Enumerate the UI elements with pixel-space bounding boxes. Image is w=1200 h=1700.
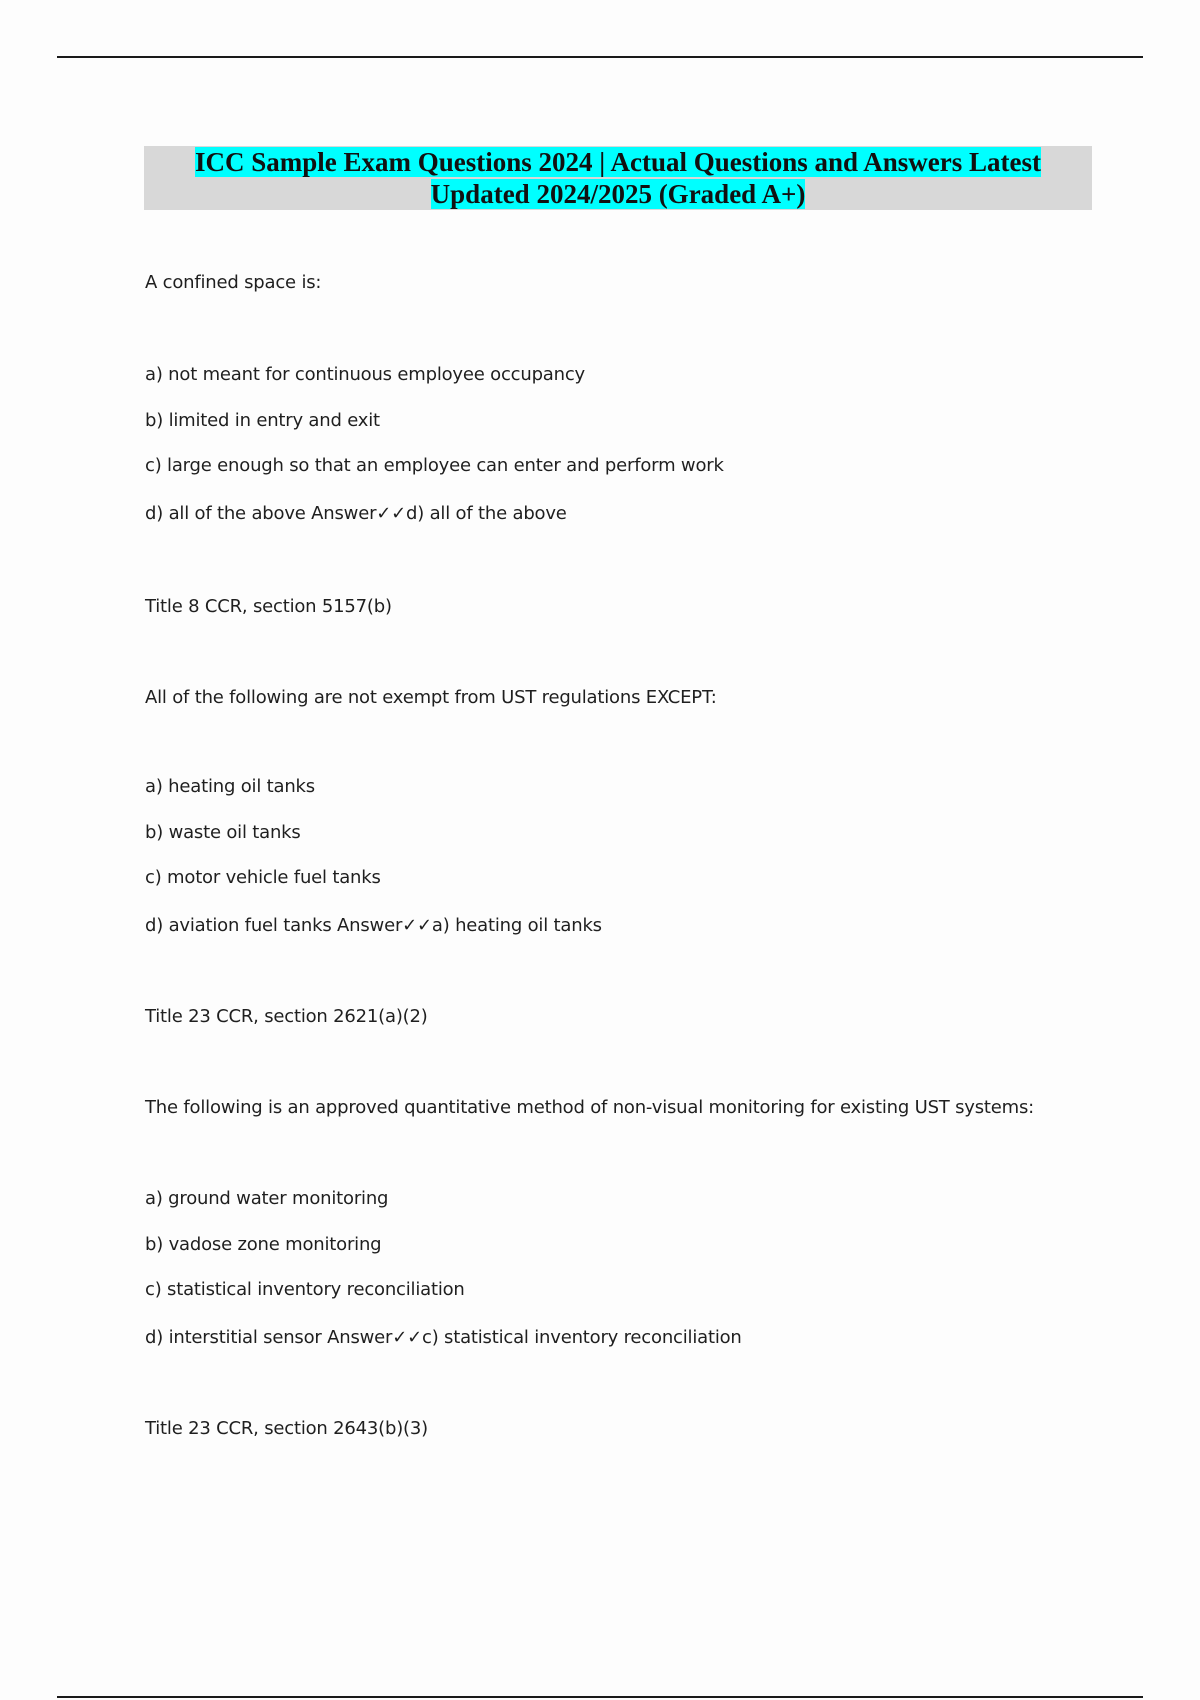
answer-option: c) statistical inventory reconciliation <box>145 1279 465 1300</box>
top-rule <box>57 56 1143 58</box>
answer-option: d) all of the above Answer✓✓d) all of the above <box>145 503 567 524</box>
answer-option: d) interstitial sensor Answer✓✓c) statistical inventory reconciliation <box>145 1327 742 1348</box>
answer-option: a) heating oil tanks <box>145 776 315 797</box>
title-line-1: ICC Sample Exam Questions 2024 | Actual Questions and Answers Latest <box>194 147 1042 177</box>
question-text: All of the following are not exempt from UST regulations EXCEPT: <box>145 687 717 708</box>
answer-option: c) motor vehicle fuel tanks <box>145 867 381 888</box>
answer-option: b) vadose zone monitoring <box>145 1234 382 1255</box>
answer-option: b) waste oil tanks <box>145 822 301 843</box>
answer-option: b) limited in entry and exit <box>145 410 380 431</box>
bottom-rule <box>57 1696 1143 1698</box>
question-text: A confined space is: <box>145 272 322 293</box>
reference-citation: Title 23 CCR, section 2643(b)(3) <box>145 1418 428 1439</box>
reference-citation: Title 23 CCR, section 2621(a)(2) <box>145 1006 428 1027</box>
answer-option: a) ground water monitoring <box>145 1188 389 1209</box>
answer-option: d) aviation fuel tanks Answer✓✓a) heating oil tanks <box>145 915 602 936</box>
reference-citation: Title 8 CCR, section 5157(b) <box>145 596 392 617</box>
question-text: The following is an approved quantitative method of non-visual monitoring for existing UST systems: <box>145 1097 1035 1118</box>
answer-option: a) not meant for continuous employee occupancy <box>145 364 585 385</box>
document-title <box>144 146 1092 210</box>
title-line-2: Updated 2024/2025 (Graded A+) <box>430 179 806 209</box>
answer-option: c) large enough so that an employee can enter and perform work <box>145 455 724 476</box>
